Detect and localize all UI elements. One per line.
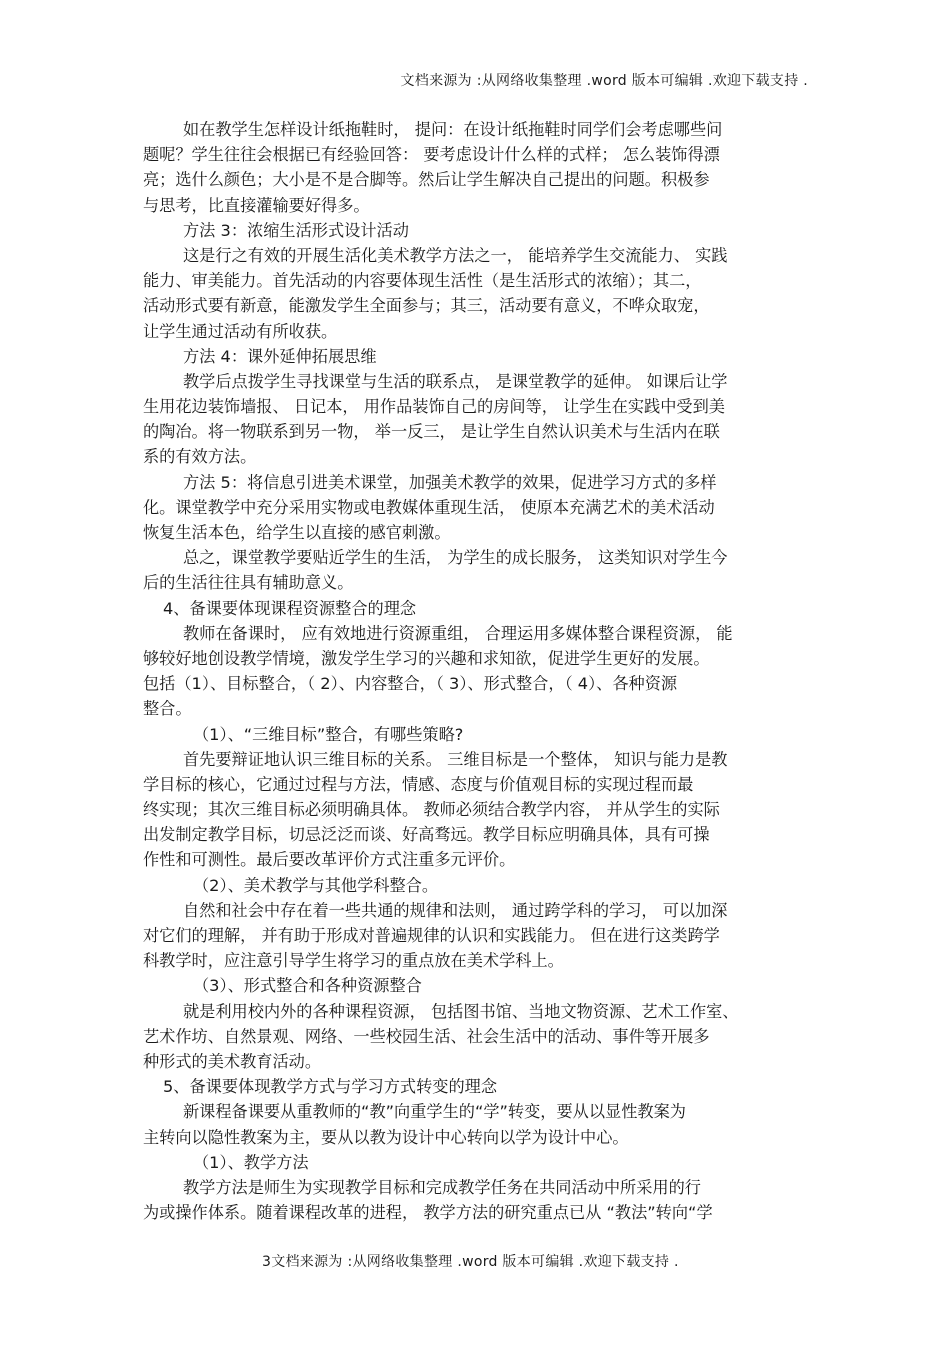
paragraph-line: 自然和社会中存在着一些共通的规律和法则， 通过跨学科的学习， 可以加深	[183, 900, 728, 920]
paragraph-line: 化。课堂教学中充分采用实物或电教媒体重现生活， 使原本充满艺术的美术活动	[143, 497, 715, 517]
paragraph-line: 包括（1）、目标整合，（ 2）、内容整合，（ 3）、形式整合，（ 4）、各种资源	[143, 674, 678, 694]
paragraph-line: 教师在备课时， 应有效地进行资源重组， 合理运用多媒体整合课程资源， 能	[183, 623, 733, 643]
paragraph-line: 让学生通过活动有所收获。	[143, 321, 338, 341]
paragraph-line: 题呢？学生往往会根据已有经验回答： 要考虑设计什么样的式样； 怎么装饰得漂	[143, 145, 720, 165]
paragraph-line: 作性和可测性。最后要改革评价方式注重多元评价。	[143, 850, 516, 870]
paragraph-line: 首先要辩证地认识三维目标的关系。 三维目标是一个整体， 知识与能力是教	[183, 749, 728, 769]
paragraph-line: 亮；选什么颜色；大小是不是合脚等。然后让学生解决自己提出的问题。积极参	[143, 170, 710, 190]
paragraph-line: 与思考，比直接灌输要好得多。	[143, 195, 370, 215]
paragraph-line: 整合。	[143, 699, 192, 719]
section-heading: 方法 5：将信息引进美术课堂，加强美术教学的效果，促进学习方式的多样	[183, 472, 717, 492]
section-heading: 4、备课要体现课程资源整合的理念	[163, 598, 417, 618]
paragraph-line: 教学方法是师生为实现教学目标和完成教学任务在共同活动中所采用的行	[183, 1177, 701, 1197]
subsection-heading: （3）、形式整合和各种资源整合	[193, 976, 422, 996]
document-body	[143, 117, 813, 1225]
paragraph-line: 教学后点拨学生寻找课堂与生活的联系点， 是课堂教学的延伸。 如课后让学	[183, 371, 728, 391]
paragraph-line: 终实现；其次三维目标必须明确具体。 教师必须结合教学内容， 并从学生的实际	[143, 800, 720, 820]
paragraph-line: 就是利用校内外的各种课程资源， 包括图书馆、当地文物资源、艺术工作室、	[183, 1001, 739, 1021]
paragraph-line: 生用花边装饰墙报、 日记本， 用作品装饰自己的房间等， 让学生在实践中受到美	[143, 397, 725, 417]
section-heading: 方法 4：课外延伸拓展思维	[183, 346, 377, 366]
paragraph-line: 系的有效方法。	[143, 447, 257, 467]
paragraph-line: 为或操作体系。随着课程改革的进程， 教学方法的研究重点已从 “教法”转向“学	[143, 1203, 713, 1223]
paragraph-line: 能力、审美能力。首先活动的内容要体现生活性（是生活形式的浓缩）；其二，	[143, 271, 702, 291]
paragraph-line: 总之，课堂教学要贴近学生的生活， 为学生的成长服务， 这类知识对学生今	[183, 548, 728, 568]
paragraph-line: 后的生活往往具有辅助意义。	[143, 573, 354, 593]
paragraph-line: 学目标的核心，它通过过程与方法，情感、态度与价值观目标的实现过程而最	[143, 774, 694, 794]
paragraph-line: 活动形式要有新意，能激发学生全面参与；其三，活动要有意义，不哗众取宠，	[143, 296, 710, 316]
paragraph-line: 种形式的美术教育活动。	[143, 1051, 322, 1071]
paragraph-line: 够较好地创设教学情境，激发学生学习的兴趣和求知欲，促进学生更好的发展。	[143, 648, 710, 668]
paragraph-line: 新课程备课要从重教师的“教”向重学生的“学”转变，要从以显性教案为	[183, 1102, 686, 1122]
page-footer: 3文档来源为 :从网络收集整理 .word 版本可编辑 .欢迎下载支持 .	[262, 1254, 679, 1270]
subsection-heading: （2）、美术教学与其他学科整合。	[193, 875, 439, 895]
paragraph-line: 艺术作坊、自然景观、网络、一些校园生活、社会生活中的活动、事件等开展多	[143, 1026, 710, 1046]
paragraph-line: 对它们的理解， 并有助于形成对普遍规律的认识和实践能力。 但在进行这类跨学	[143, 926, 720, 945]
section-heading: 方法 3：浓缩生活形式设计活动	[183, 220, 409, 240]
paragraph-line: 主转向以隐性教案为主，要从以教为设计中心转向以学为设计中心。	[143, 1127, 629, 1147]
paragraph-line: 的陶冶。将一物联系到另一物， 举一反三， 是让学生自然认识美术与生活内在联	[143, 422, 720, 442]
paragraph-line: 科教学时，应注意引导学生将学习的重点放在美术学科上。	[143, 951, 564, 971]
paragraph-line: 这是行之有效的开展生活化美术教学方法之一， 能培养学生交流能力、 实践	[183, 245, 728, 265]
paragraph-line: 恢复生活本色，给学生以直接的感官刺激。	[143, 523, 451, 542]
paragraph-line: 如在教学生怎样设计纸拖鞋时， 提问：在设计纸拖鞋时同学们会考虑哪些问	[183, 120, 723, 139]
paragraph-line: 出发制定教学目标，切忌泛泛而谈、好高骛远。教学目标应明确具体，具有可操	[143, 825, 710, 845]
section-heading: 5、备课要体现教学方式与学习方式转变的理念	[163, 1077, 498, 1097]
subsection-heading: （1）、“三维目标”整合，有哪些策略?	[193, 724, 464, 744]
subsection-heading: （1）、教学方法	[193, 1152, 309, 1172]
page-header: 文档来源为 :从网络收集整理 .word 版本可编辑 .欢迎下载支持 .	[400, 73, 808, 89]
